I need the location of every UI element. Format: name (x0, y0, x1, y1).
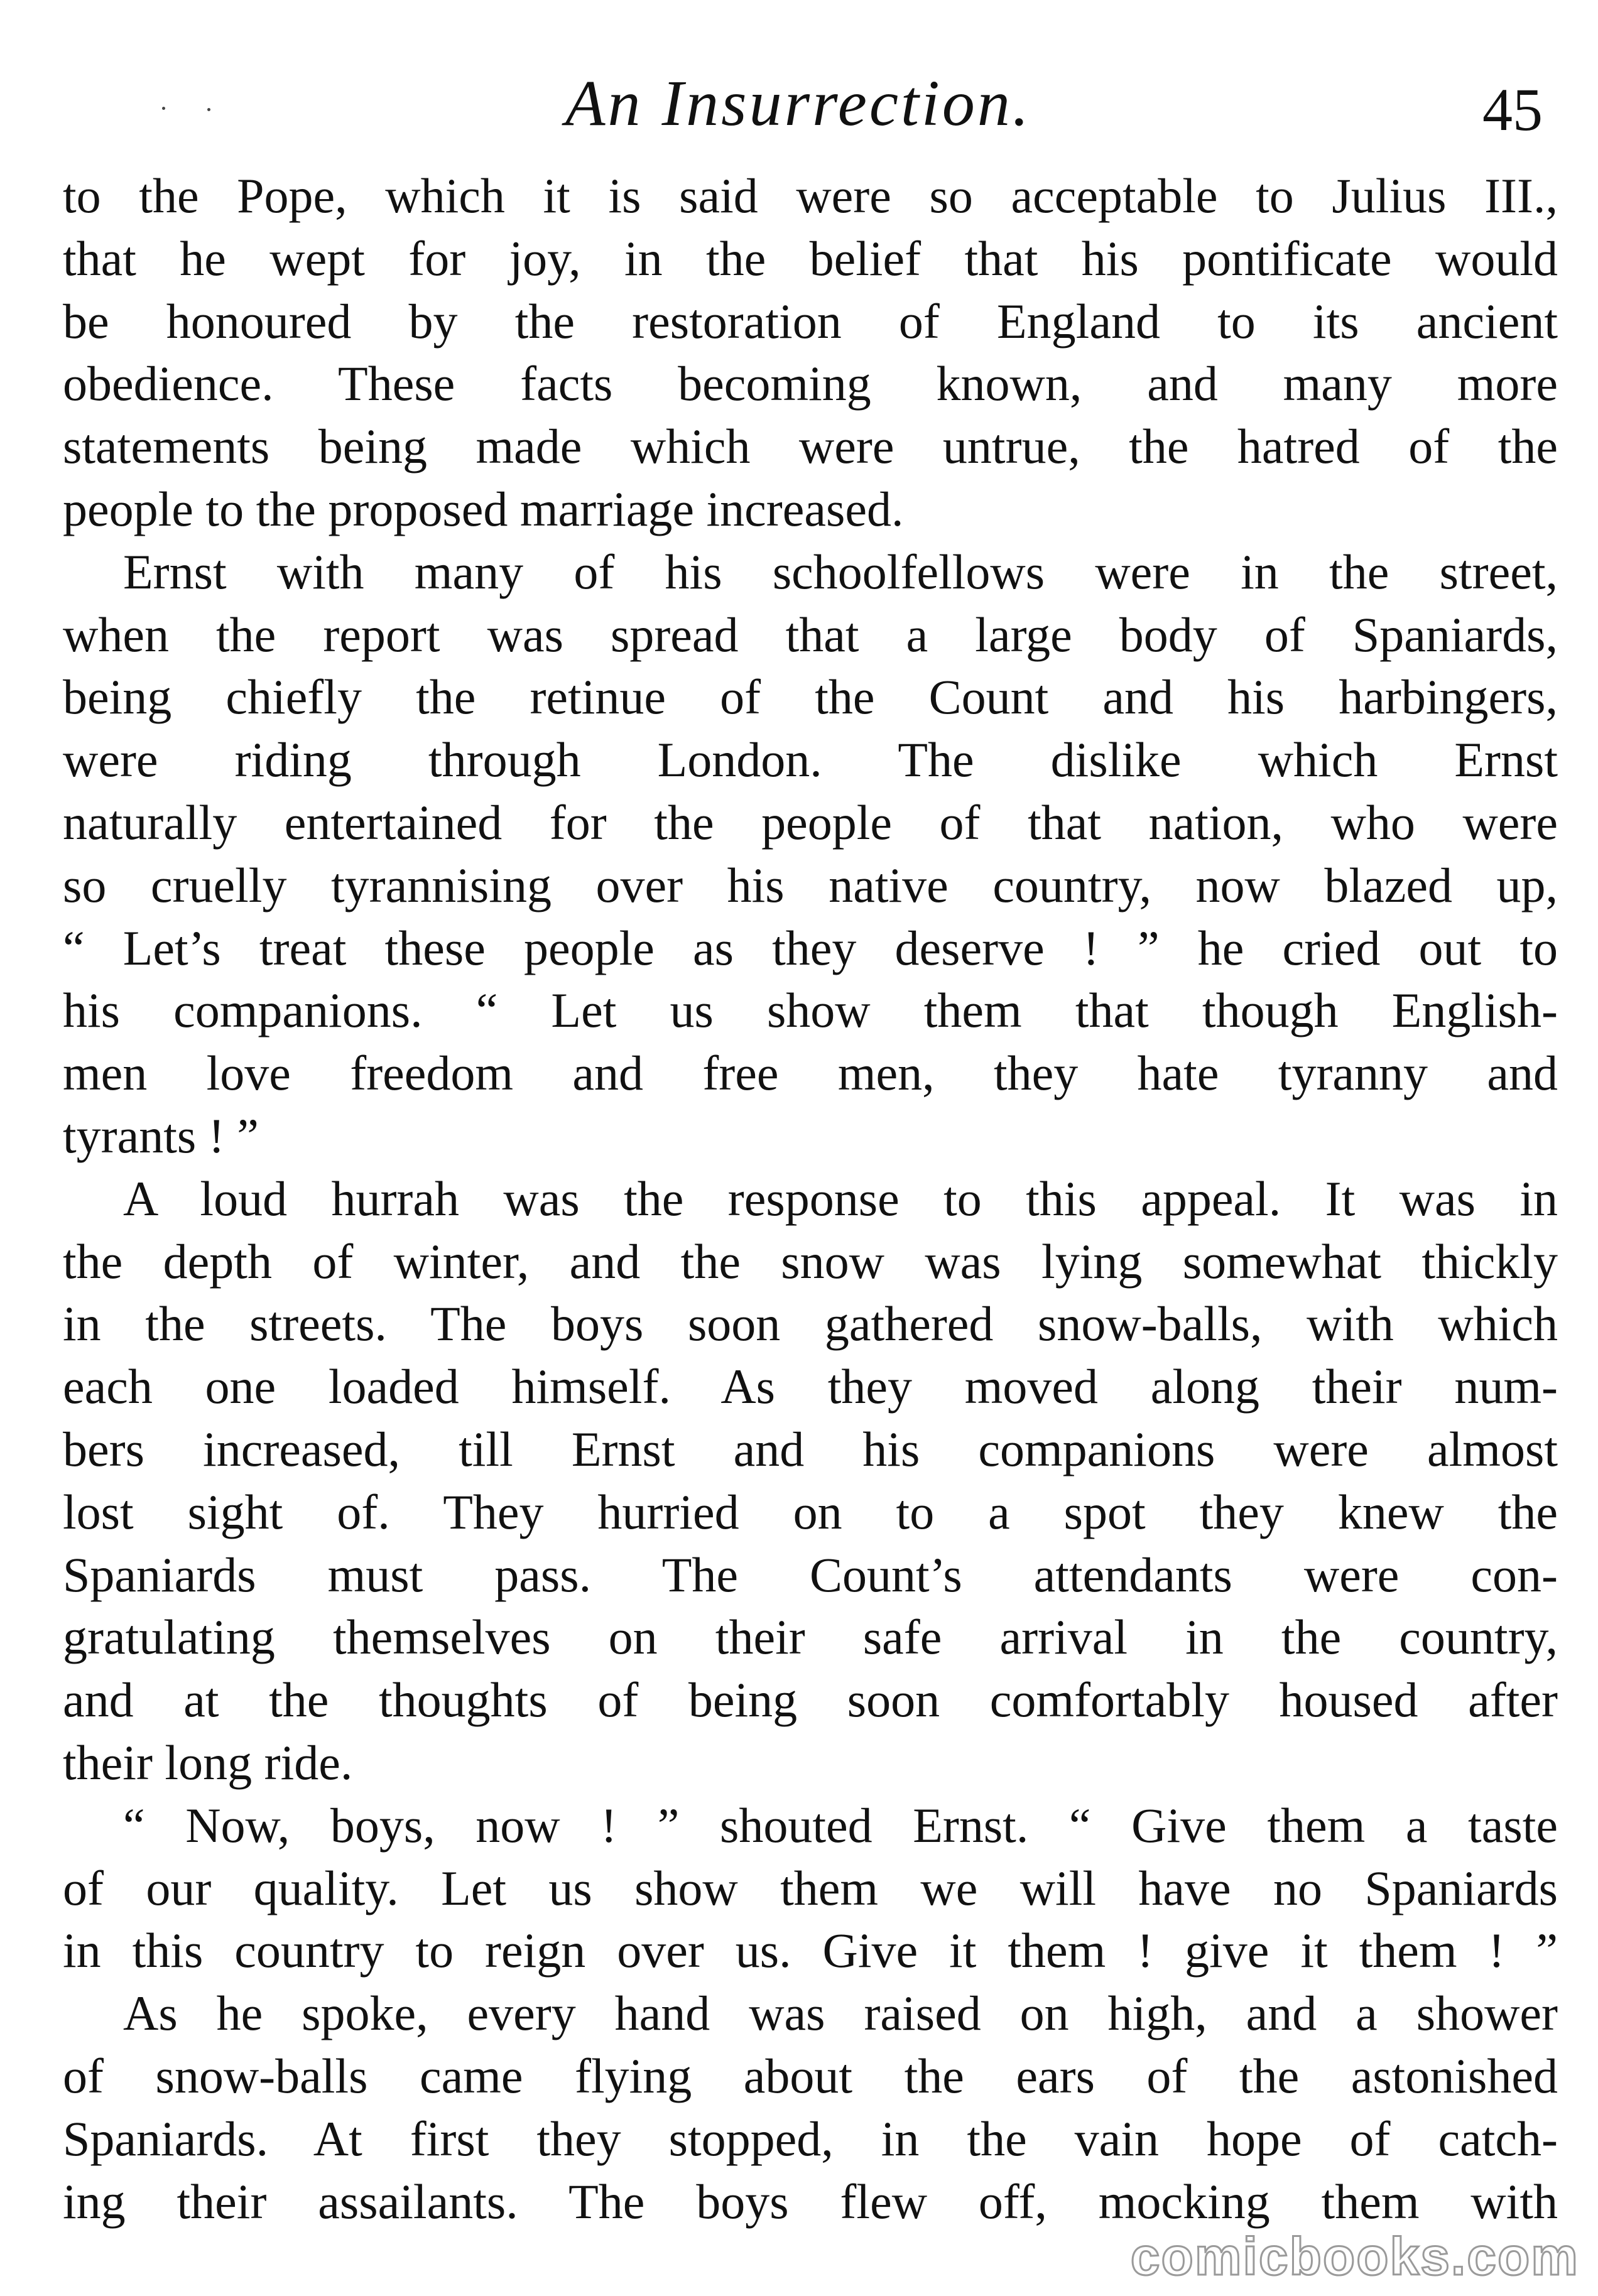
text-line: Ernst with many of his schoolfellows were in the street, (123, 544, 1558, 599)
text-line: tyrants ! ” (63, 1108, 259, 1163)
text-line: the depth of winter, and the snow was lying somewhat thickly (63, 1233, 1558, 1289)
text-line: Spaniards. At first they stopped, in the vain hope of catch- (63, 2111, 1558, 2166)
running-title: An Insurrection. (565, 67, 1031, 139)
text-line: As he spoke, every hand was raised on high, and a shower (123, 1986, 1558, 2041)
text-line: their long ride. (63, 1735, 353, 1790)
text-line: be honoured by the restoration of England to its ancient (63, 293, 1558, 349)
text-line: were riding through London. The dislike which Ernst (63, 732, 1558, 788)
text-line: naturally entertained for the people of that nation, who were (63, 794, 1558, 850)
text-line: to the Pope, which it is said were so acceptable to Julius III., (63, 168, 1558, 223)
text-line: men love freedom and free men, they hate tyranny and (63, 1046, 1558, 1101)
text-line: obedience. These facts becoming known, and many more (63, 356, 1558, 411)
text-line: ing their assailants. The boys flew off, mocking them with (63, 2174, 1558, 2229)
text-line: lost sight of. They hurried on to a spot they knew the (63, 1484, 1558, 1539)
text-line: Spaniards must pass. The Count’s attendants were con- (63, 1547, 1558, 1602)
text-line: “ Now, boys, now ! ” shouted Ernst. “ Give them a taste (123, 1797, 1558, 1853)
text-line: gratulating themselves on their safe arrival in the country, (63, 1610, 1558, 1665)
text-line: A loud hurrah was the response to this appeal. It was in (123, 1171, 1558, 1226)
text-line: and at the thoughts of being soon comfortably housed after (63, 1672, 1558, 1728)
text-line: in the streets. The boys soon gathered snow-balls, with which (63, 1296, 1558, 1351)
text-line: each one loaded himself. As they moved along their num- (63, 1359, 1558, 1414)
text-line: his companions. “ Let us show them that though English- (63, 983, 1558, 1038)
print-speck (207, 108, 210, 111)
text-line: statements being made which were untrue, the hatred of the (63, 419, 1558, 474)
running-head (0, 63, 1598, 144)
text-line: when the report was spread that a large body of Spaniards, (63, 607, 1558, 662)
text-line: that he wept for joy, in the belief that his pontificate would (63, 230, 1558, 286)
watermark: comicbooks.com (1130, 2227, 1579, 2286)
text-line: of our quality. Let us show them we will have no Spaniards (63, 1860, 1558, 1915)
text-line: being chiefly the retinue of the Count and his harbingers, (63, 669, 1558, 725)
print-speck (162, 107, 165, 110)
text-line: in this country to reign over us. Give it them ! give it them ! ” (63, 1923, 1558, 1978)
body-text (63, 165, 1558, 2233)
text-line: bers increased, till Ernst and his companions were almost (63, 1421, 1558, 1476)
text-line: “ Let’s treat these people as they deserve ! ” he cried out to (63, 920, 1558, 975)
page-number: 45 (1482, 76, 1543, 143)
text-line: of snow-balls came flying about the ears of the astonished (63, 2048, 1558, 2103)
text-line: so cruelly tyrannising over his native country, now blazed up, (63, 857, 1558, 912)
text-line: people to the proposed marriage increased. (63, 481, 904, 536)
